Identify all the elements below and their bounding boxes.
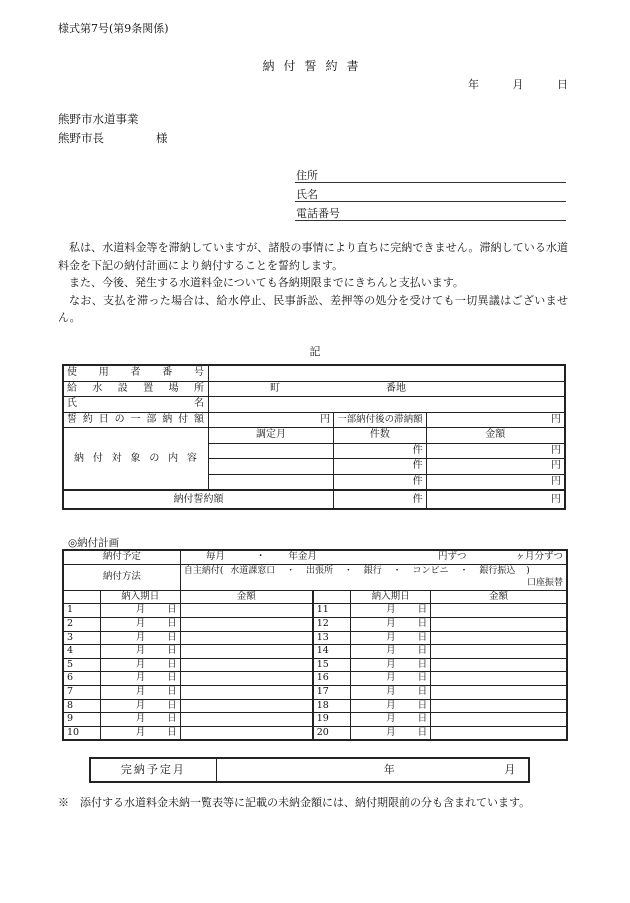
due-date-cell[interactable] — [351, 685, 431, 699]
completion-table — [89, 757, 530, 783]
table-row — [63, 590, 567, 604]
day-unit: 日 — [167, 658, 177, 670]
installment-number: 3 — [63, 631, 100, 645]
month-unit: 月 — [135, 699, 146, 711]
due-date-cell[interactable] — [100, 645, 180, 659]
day-unit: 日 — [417, 726, 428, 738]
table-row — [63, 713, 567, 727]
target-count-cell[interactable] — [334, 459, 427, 475]
col-amount-header: 金額 — [426, 428, 565, 444]
month-unit: 月 — [135, 604, 146, 616]
day-unit: 日 — [167, 685, 177, 697]
month-unit: 月 — [386, 658, 396, 670]
target-count-cell[interactable] — [334, 443, 427, 459]
amount-cell[interactable] — [180, 645, 312, 659]
due-date-cell[interactable] — [100, 604, 180, 618]
day-unit: 日 — [417, 658, 428, 670]
month-unit: 月 — [386, 699, 396, 711]
due-date-header: 納入期日 — [100, 590, 180, 604]
installment-number: 15 — [313, 658, 351, 672]
blank-header — [63, 590, 100, 604]
schedule-field[interactable] — [180, 550, 567, 564]
month-unit: 月 — [135, 631, 146, 643]
installment-number: 6 — [63, 672, 100, 686]
yen-unit: 円 — [551, 413, 561, 425]
yen-unit: 円 — [551, 493, 561, 505]
due-date-cell[interactable] — [351, 699, 431, 713]
dot-separator: ・ — [343, 565, 353, 576]
due-date-cell[interactable] — [351, 631, 431, 645]
amount-cell[interactable] — [431, 726, 567, 740]
target-contents-label: 納付対象の内容 — [63, 428, 208, 491]
months-each-label: ヶ月分ずつ — [515, 551, 563, 562]
installment-number: 4 — [63, 645, 100, 659]
target-month-cell[interactable] — [208, 443, 333, 459]
phone-label: 電話番号 — [296, 207, 340, 220]
day-unit: 日 — [417, 685, 428, 697]
table-row — [63, 685, 567, 699]
month-unit: 月 — [135, 617, 146, 629]
ken-unit: 件 — [412, 444, 423, 456]
remaining-field[interactable] — [426, 412, 565, 428]
addressee-mayor: 熊野市長 — [58, 131, 104, 145]
due-date-cell[interactable] — [100, 685, 180, 699]
amount-cell[interactable] — [180, 672, 312, 686]
target-amount-cell[interactable] — [426, 443, 565, 459]
yen-unit: 円 — [551, 444, 561, 456]
installment-number: 18 — [313, 699, 351, 713]
month-unit: 月 — [135, 685, 146, 697]
amount-cell[interactable] — [180, 726, 312, 740]
form-number: 様式第7号(第9条関係) — [58, 22, 169, 35]
town-label: 町 — [269, 382, 280, 394]
amount-cell[interactable] — [180, 685, 312, 699]
month-unit: 月 — [386, 713, 396, 725]
holder-name-label: 氏名 — [63, 397, 208, 413]
self-pay-option[interactable]: 自主納付( — [183, 565, 224, 576]
pledge-paragraph-3: なお、支払を滞った場合は、給水停止、民事訴訟、差押等の処分を受けても一切異議はございません。 — [58, 293, 568, 324]
amount-cell[interactable] — [431, 604, 567, 618]
ken-unit: 件 — [412, 460, 423, 472]
month-unit: 月 — [135, 726, 146, 738]
table-row — [63, 658, 567, 672]
due-date-cell[interactable] — [351, 645, 431, 659]
blank-header — [313, 590, 351, 604]
target-month-cell[interactable] — [208, 474, 333, 490]
completion-field[interactable] — [216, 758, 529, 782]
completion-year: 年 — [383, 763, 395, 776]
pledge-paragraph-1: 私は、水道料金等を滞納していますが、諸般の事情により直ちに完納できません。滞納している水道料金を下記の納付計画により納付することを誓約します。 — [58, 241, 568, 272]
month-unit: 月 — [386, 645, 396, 657]
address-label: 住所 — [296, 169, 318, 182]
amount-cell[interactable] — [180, 617, 312, 631]
plan-title: ◎納付計画 — [68, 537, 120, 549]
install-place-label: 給水設置場所 — [63, 381, 208, 397]
target-month-cell[interactable] — [208, 459, 333, 475]
installment-number: 9 — [63, 713, 100, 727]
pledge-paragraph-2: また、今後、発生する水道料金についても各納期限までにきちんと支払います。 — [69, 276, 464, 289]
amount-cell[interactable] — [431, 617, 567, 631]
yen-unit: 円 — [551, 475, 561, 487]
yen-unit: 円 — [320, 413, 331, 425]
day-unit: 日 — [167, 699, 177, 711]
dot-separator: ・ — [286, 565, 296, 576]
pledge-text — [58, 239, 568, 327]
name-label: 氏名 — [296, 188, 318, 201]
table-row — [63, 365, 565, 381]
due-date-cell[interactable] — [100, 617, 180, 631]
installment-number: 8 — [63, 699, 100, 713]
table-row — [63, 381, 565, 397]
method-field[interactable] — [180, 564, 567, 590]
installment-number: 7 — [63, 685, 100, 699]
installment-number: 10 — [63, 726, 100, 740]
installment-number: 12 — [313, 617, 351, 631]
target-amount-cell[interactable] — [426, 474, 565, 490]
info-table — [62, 364, 566, 510]
due-date-cell[interactable] — [100, 631, 180, 645]
ken-unit: 件 — [412, 475, 423, 487]
due-date-cell[interactable] — [351, 604, 431, 618]
day-unit: 日 — [167, 726, 177, 738]
month-unit: 月 — [135, 645, 146, 657]
page-title: 納付誓約書 — [262, 59, 368, 73]
due-date-cell[interactable] — [100, 713, 180, 727]
amount-cell[interactable] — [431, 685, 567, 699]
installment-number: 13 — [313, 631, 351, 645]
day-unit: 日 — [167, 672, 177, 684]
table-row — [63, 617, 567, 631]
day-unit: 日 — [417, 713, 428, 725]
table-row — [90, 758, 529, 782]
month-unit: 月 — [386, 604, 396, 616]
due-date-header: 納入期日 — [351, 590, 431, 604]
payment-plan-table — [62, 549, 568, 741]
table-row — [63, 604, 567, 618]
table-row — [63, 564, 567, 590]
col-month-header: 調定月 — [208, 428, 333, 444]
day-unit: 日 — [167, 713, 177, 725]
due-date-cell[interactable] — [351, 617, 431, 631]
installment-number: 20 — [313, 726, 351, 740]
counter-option[interactable]: 水道課窓口 — [230, 565, 276, 576]
addressee-person — [58, 130, 168, 146]
pledge-total-count[interactable] — [334, 490, 427, 509]
name-field[interactable] — [295, 186, 566, 202]
col-count-header: 件数 — [334, 428, 427, 444]
day-unit: 日 — [417, 645, 428, 657]
table-row — [63, 490, 565, 509]
target-count-cell[interactable] — [334, 474, 427, 490]
addressee-org: 熊野市水道事業 — [58, 112, 139, 126]
dot-separator: ・ — [392, 565, 402, 576]
schedule-label: 納付予定 — [63, 550, 180, 564]
amount-cell[interactable] — [431, 658, 567, 672]
bank-option[interactable]: 銀行 — [363, 565, 382, 576]
user-number-field[interactable] — [208, 365, 565, 381]
date-year: 年 — [468, 78, 479, 91]
due-date-cell[interactable] — [351, 726, 431, 740]
amount-cell[interactable] — [180, 604, 312, 618]
phone-field[interactable] — [295, 205, 566, 221]
user-number-label: 使用者番号 — [63, 365, 208, 381]
yen-each-label: 円ずつ — [437, 551, 467, 562]
amount-cell[interactable] — [180, 699, 312, 713]
installment-number: 5 — [63, 658, 100, 672]
day-unit: 日 — [417, 604, 428, 616]
amount-header: 金額 — [180, 590, 312, 604]
installment-number: 16 — [313, 672, 351, 686]
amount-cell[interactable] — [431, 713, 567, 727]
bank-transfer-option[interactable]: 銀行振込 — [479, 565, 516, 576]
completion-label: 完納予定月 — [90, 758, 216, 782]
table-row — [63, 726, 567, 740]
remaining-label: 一部納付後の滞納額 — [334, 412, 427, 428]
dot-separator: ・ — [459, 565, 469, 576]
addressee-honorific: 様 — [156, 131, 168, 145]
date-line — [438, 76, 568, 92]
day-unit: 日 — [167, 645, 177, 657]
table-row — [63, 699, 567, 713]
month-unit: 月 — [386, 685, 396, 697]
amount-header: 金額 — [431, 590, 567, 604]
due-date-cell[interactable] — [351, 672, 431, 686]
day-unit: 日 — [417, 631, 428, 643]
convenience-option[interactable]: コンビニ — [412, 565, 449, 576]
ken-unit: 件 — [412, 493, 423, 505]
due-date-cell[interactable] — [351, 713, 431, 727]
yen-unit: 円 — [551, 460, 561, 472]
table-row — [63, 397, 565, 413]
installment-number: 19 — [313, 713, 351, 727]
installment-number: 14 — [313, 645, 351, 659]
date-day: 日 — [557, 78, 568, 91]
install-place-field[interactable] — [208, 381, 565, 397]
amount-cell[interactable] — [180, 631, 312, 645]
pension-month-option[interactable]: 年金月 — [288, 551, 317, 562]
footnote: ※ 添付する水道料金未納一覧表等に記載の未納金額には、納付期限前の分も含まれています。 — [58, 796, 531, 809]
date-month: 月 — [512, 78, 524, 91]
every-month-option[interactable]: 毎月 — [205, 551, 225, 562]
due-date-cell[interactable] — [100, 699, 180, 713]
partial-payment-label: 誓約日の一部納付額 — [63, 412, 208, 428]
installment-number: 11 — [313, 604, 351, 618]
amount-cell[interactable] — [180, 658, 312, 672]
day-unit: 日 — [167, 604, 177, 616]
amount-cell[interactable] — [431, 645, 567, 659]
pledge-total-label: 納付誓約額 — [63, 490, 334, 509]
banchi-label: 番地 — [385, 382, 406, 394]
holder-name-field[interactable] — [208, 397, 565, 413]
address-field[interactable] — [295, 167, 566, 183]
method-label: 納付方法 — [63, 564, 180, 590]
month-unit: 月 — [386, 726, 396, 738]
table-row — [63, 631, 567, 645]
due-date-cell[interactable] — [100, 672, 180, 686]
auto-debit-option[interactable]: 口座振替 — [526, 578, 563, 589]
due-date-cell[interactable] — [351, 658, 431, 672]
table-row — [63, 428, 565, 444]
month-unit: 月 — [135, 672, 146, 684]
month-unit: 月 — [135, 713, 146, 725]
month-unit: 月 — [386, 672, 396, 684]
installment-number: 17 — [313, 685, 351, 699]
day-unit: 日 — [417, 617, 428, 629]
amount-cell[interactable] — [431, 631, 567, 645]
amount-cell[interactable] — [431, 672, 567, 686]
branch-option[interactable]: 出張所 — [305, 565, 333, 576]
amount-cell[interactable] — [431, 699, 567, 713]
ki-heading: 記 — [309, 345, 321, 358]
due-date-cell[interactable] — [100, 726, 180, 740]
day-unit: 日 — [167, 617, 177, 629]
due-date-cell[interactable] — [100, 658, 180, 672]
target-amount-cell[interactable] — [426, 459, 565, 475]
day-unit: 日 — [417, 672, 428, 684]
amount-cell[interactable] — [180, 713, 312, 727]
day-unit: 日 — [167, 631, 177, 643]
table-row — [63, 412, 565, 428]
completion-month: 月 — [504, 763, 516, 776]
dot-separator: ・ — [255, 551, 266, 562]
month-unit: 月 — [135, 658, 146, 670]
table-row — [63, 672, 567, 686]
day-unit: 日 — [417, 699, 428, 711]
table-row — [63, 645, 567, 659]
installment-number: 1 — [63, 604, 100, 618]
month-unit: 月 — [386, 617, 396, 629]
table-row — [63, 550, 567, 564]
month-unit: 月 — [386, 631, 396, 643]
pledge-total-amount[interactable] — [426, 490, 565, 509]
close-paren: ) — [526, 565, 530, 576]
installment-number: 2 — [63, 617, 100, 631]
partial-payment-field[interactable] — [208, 412, 333, 428]
